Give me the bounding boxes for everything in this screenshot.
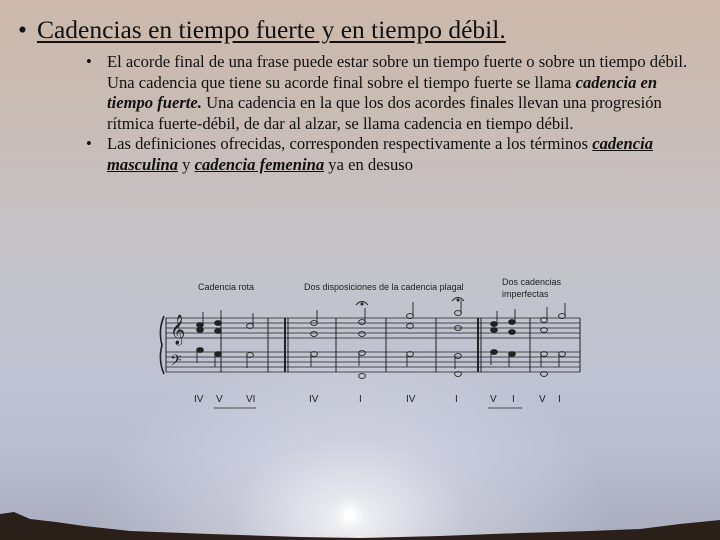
roman-f: IV: [406, 394, 416, 405]
term-femenina: cadencia femenina: [194, 154, 325, 174]
roman-h: V: [490, 394, 497, 405]
bullet-1-emphasis: cadencia en tiempo fuerte.: [107, 72, 658, 113]
barlines: [221, 318, 580, 372]
slide-title: [18, 14, 708, 46]
heading-cadencia-plagal: Dos disposiciones de la cadencia plagal: [304, 282, 464, 292]
heading-imperfectas-2: imperfectas: [502, 289, 549, 299]
bullet-item-1: [86, 52, 702, 134]
bullet-item-2: [86, 134, 702, 175]
roman-c: VI: [246, 394, 256, 405]
roman-j: V: [539, 394, 546, 405]
horizon-hills: [0, 500, 720, 540]
title-text: Cadencias en tiempo fuerte y en tiempo débil.: [36, 15, 506, 44]
roman-i: I: [512, 394, 515, 405]
treble-staff: [166, 318, 580, 338]
roman-d: IV: [309, 394, 319, 405]
music-score: [156, 268, 586, 418]
bullet-2-text-a: Las definiciones ofrecidas, corresponden respectivamente a los términos: [107, 134, 593, 154]
bass-clef-icon: 𝄢: [170, 352, 182, 372]
roman-a: IV: [194, 394, 204, 405]
bullet-1-text-b: Una cadencia en la que los dos acordes finales llevan una progresión rítmica fuerte-débil, de dar al alzar, se llama cadencia en tiempo débil.: [107, 93, 662, 133]
treble-clef-icon: 𝄞: [170, 314, 186, 344]
roman-b: V: [216, 394, 223, 405]
bullet-1-text-a: El acorde final de una frase puede estar sobre un tiempo fuerte o sobre un tiempo débil. Una cadencia que tiene su acorde final sobre el tiempo fuerte se llama: [107, 52, 688, 92]
grand-staff-brace: [160, 316, 164, 374]
bullet-list: [86, 52, 702, 176]
title-bullet: •: [18, 15, 27, 44]
bullet-2-text-b: ya en desuso: [324, 154, 414, 174]
roman-e: I: [359, 394, 362, 405]
fermata-icons: [356, 298, 464, 306]
roman-g: I: [455, 394, 458, 405]
heading-cadencia-rota: Cadencia rota: [198, 282, 255, 292]
term-masculina: cadencia masculina: [107, 134, 654, 174]
setting-sun: [344, 509, 355, 520]
bass-staff: [166, 352, 580, 372]
roman-k: I: [558, 394, 561, 405]
heading-imperfectas-1: Dos cadencias: [502, 277, 562, 287]
bullet-2-text-mid: y: [178, 154, 195, 174]
roman-numerals: [194, 394, 561, 405]
music-score-figure: [156, 268, 586, 423]
